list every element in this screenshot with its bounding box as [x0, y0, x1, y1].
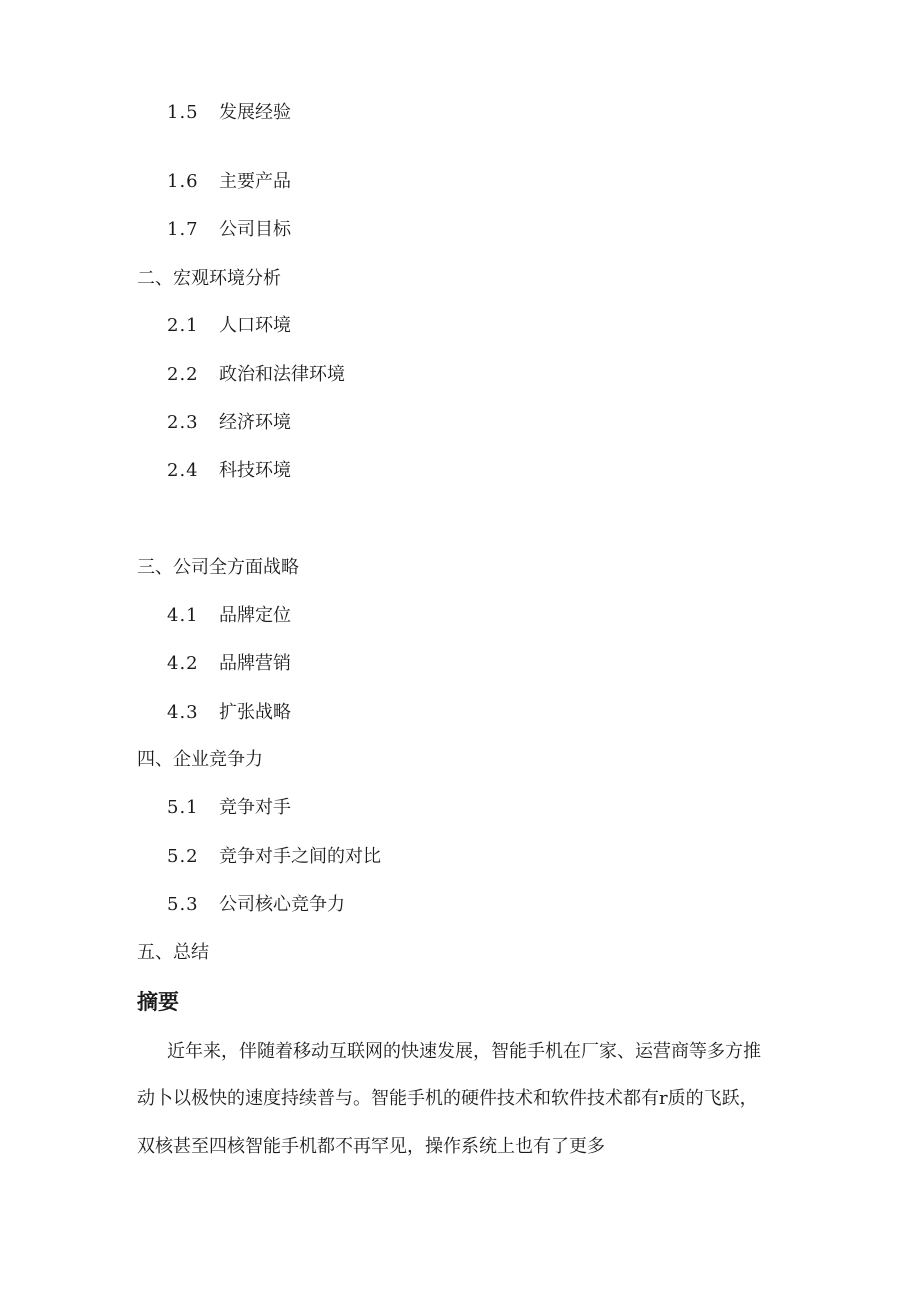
toc-section-heading	[137, 556, 299, 580]
toc-number: 1.6	[167, 171, 199, 192]
toc-item	[167, 652, 291, 676]
toc-item	[167, 845, 381, 869]
toc-number: 5.2	[167, 846, 199, 867]
toc-label: 公司目标	[219, 219, 291, 240]
toc-label: 品牌营销	[219, 653, 291, 674]
toc-label: 政治和法律环境	[219, 364, 345, 385]
toc-number: 4.1	[167, 605, 199, 626]
toc-item	[167, 314, 291, 338]
toc-section-label: 二、宏观环境分析	[137, 268, 281, 289]
toc-item	[167, 411, 291, 435]
toc-number: 5.1	[167, 797, 199, 818]
toc-label: 公司核心竞争力	[219, 894, 345, 915]
toc-number: 1.7	[167, 219, 199, 240]
abstract-paragraph-line: 动卜以极快的速度持续普与。智能手机的硬件技术和软件技术都有r质的飞跃，	[137, 1088, 758, 1109]
toc-number: 5.3	[167, 894, 199, 915]
toc-number: 4.3	[167, 702, 199, 723]
toc-label: 科技环境	[219, 460, 291, 481]
toc-section-label: 五、总结	[137, 942, 209, 963]
abstract-paragraph-line: 双核甚至四核智能手机都不再罕见，操作系统上也有了更多	[137, 1136, 605, 1157]
abstract-paragraph-line: 近年来，伴随着移动互联网的快速发展，智能手机在厂家、运营商等多方推	[167, 1041, 761, 1062]
toc-item	[167, 701, 291, 725]
toc-section-label: 三、公司全方面战略	[137, 557, 299, 578]
toc-label: 发展经验	[219, 102, 291, 123]
toc-label: 品牌定位	[219, 605, 291, 626]
toc-item	[167, 893, 345, 917]
toc-number: 2.1	[167, 315, 199, 336]
toc-item	[167, 604, 291, 628]
toc-number: 4.2	[167, 653, 199, 674]
toc-item	[167, 796, 291, 820]
toc-number: 2.2	[167, 364, 199, 385]
toc-item	[167, 170, 291, 194]
toc-label: 主要产品	[219, 171, 291, 192]
toc-label: 扩张战略	[219, 702, 291, 723]
toc-section-heading	[137, 267, 281, 291]
toc-section-heading	[137, 748, 263, 772]
toc-label: 竞争对手	[219, 797, 291, 818]
toc-item	[167, 101, 291, 125]
toc-item	[167, 218, 291, 242]
toc-label: 人口环境	[219, 315, 291, 336]
toc-number: 2.3	[167, 412, 199, 433]
toc-section-label: 四、企业竞争力	[137, 749, 263, 770]
abstract-title: 摘要	[137, 990, 179, 1014]
toc-label: 竞争对手之间的对比	[219, 846, 381, 867]
toc-label: 经济环境	[219, 412, 291, 433]
toc-section-heading	[137, 941, 209, 965]
toc-number: 2.4	[167, 460, 199, 481]
toc-item	[167, 363, 345, 387]
toc-item	[167, 459, 291, 483]
toc-number: 1.5	[167, 102, 199, 123]
